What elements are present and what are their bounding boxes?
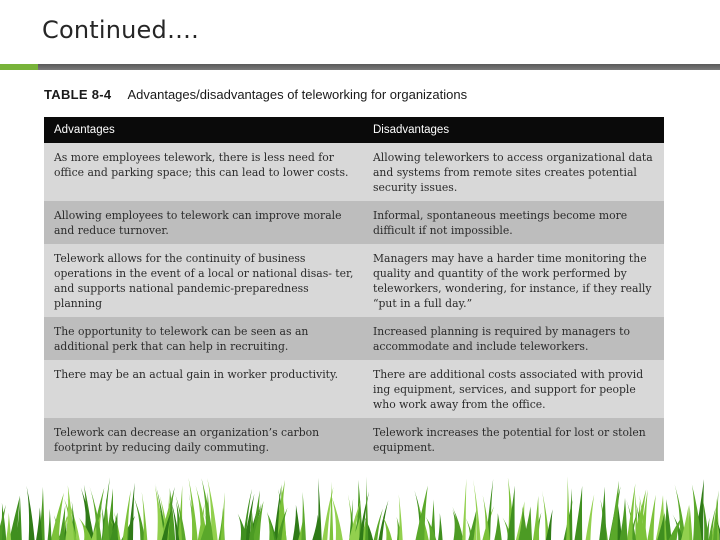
grass-blade: [128, 483, 135, 540]
table-row: [44, 317, 664, 360]
grass-blade: [267, 512, 275, 540]
advantage-cell: The opportunity to telework can be seen as an additional perk that can help in recruiting.: [44, 317, 363, 360]
table-number: TABLE 8-4: [44, 87, 112, 102]
grass-blade: [599, 487, 606, 540]
grass-blade: [462, 479, 466, 540]
grass-blade: [27, 486, 35, 540]
table-row: [44, 201, 664, 244]
grass-blade: [188, 478, 197, 540]
disadvantage-cell: Informal, spontaneous meetings become more difficult if not impossible.: [363, 201, 664, 244]
grass-blade: [575, 486, 583, 540]
grass-blade: [453, 510, 463, 540]
grass-blade: [399, 494, 403, 540]
grass-blade: [566, 476, 570, 540]
grass-blade: [620, 498, 628, 540]
slide-title: Continued….: [42, 16, 199, 44]
header-advantages: Advantages: [44, 117, 363, 143]
disadvantage-cell: Managers may have a harder time monitoring the quality and quantity of the work performed by teleworkers, wondering, for instance, if they really “put in a full day.”: [363, 244, 664, 317]
grass-blade: [48, 509, 52, 540]
table-header-row: [44, 117, 664, 143]
advantage-cell: Allowing employees to telework can improve morale and reduce turnover.: [44, 201, 363, 244]
title-rule: [38, 64, 720, 70]
table-caption: [44, 87, 467, 102]
table-caption-text: Advantages/disadvantages of teleworking for organizations: [127, 87, 468, 102]
disadvantage-cell: There are additional costs associated with provid ing equipment, services, and support for people who work away from the office.: [363, 360, 664, 418]
grass-blade: [586, 494, 595, 540]
advantage-cell: There may be an actual gain in worker productivity.: [44, 360, 363, 418]
table-row: [44, 418, 664, 461]
advantage-cell: As more employees telework, there is less need for office and parking space; this can lead to lower costs.: [44, 143, 363, 201]
table-row: [44, 244, 664, 317]
advantage-cell: Telework allows for the continuity of business operations in the event of a local or national disas- ter, and supports national pandemic-preparedness planning: [44, 244, 363, 317]
title-rule-accent: [0, 64, 38, 70]
grass-blade: [301, 492, 306, 540]
table-row: [44, 360, 664, 418]
disadvantage-cell: Telework increases the potential for lost or stolen equipment.: [363, 418, 664, 461]
grass-blade: [494, 513, 501, 540]
disadvantage-cell: Increased planning is required by managers to accommodate and include teleworkers.: [363, 317, 664, 360]
grass-blade: [293, 505, 301, 540]
grass-blade: [533, 496, 539, 540]
grass-blade: [610, 481, 619, 540]
grass-blade: [6, 513, 11, 540]
advantage-cell: Telework can decrease an organization’s carbon footprint by reducing daily commuting.: [44, 418, 363, 461]
header-disadvantages: Disadvantages: [363, 117, 664, 143]
disadvantage-cell: Allowing teleworkers to access organizational data and systems from remote sites creates potential security issues.: [363, 143, 664, 201]
grass-blade: [438, 513, 443, 540]
grass-footer-decoration: [0, 476, 720, 540]
grass-blade: [133, 496, 145, 540]
table-row: [44, 143, 664, 201]
grass-blade: [647, 495, 655, 540]
teleworking-table: [44, 117, 664, 461]
